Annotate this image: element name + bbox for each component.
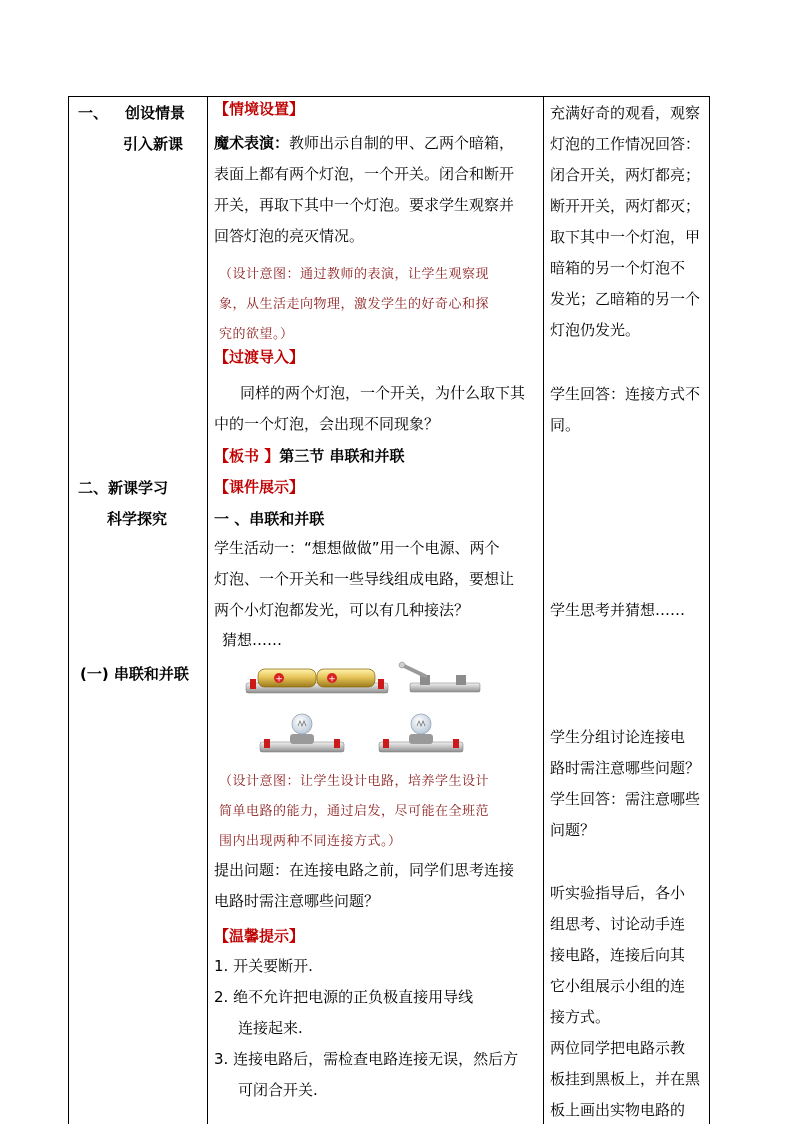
response-line: 学生思考并猜想…… (550, 601, 686, 619)
note-line: （设计意图：让学生设计电路，培养学生设计 (219, 774, 490, 789)
table-left-border (68, 96, 69, 1124)
tip-item: 3. 连接电路后，需检查电路连接无误，然后方 (214, 1050, 519, 1068)
design-note-1 (219, 259, 489, 350)
tip-item: 1. 开关要断开. (214, 957, 313, 975)
magic-label: 魔术表演： (214, 134, 290, 152)
response-line: 灯泡仍发光。 (550, 321, 641, 339)
bulb-holder-icon (258, 712, 346, 754)
guess-text: 猜想…… (222, 631, 283, 649)
note-line: 究的欲望。） (219, 327, 294, 342)
tip-item: 2. 绝不允许把电源的正负极直接用导线 (214, 988, 474, 1006)
table-right-border (709, 96, 710, 1124)
sec1-title: 创设情景 (125, 104, 186, 122)
bulb-holder-icon (377, 712, 465, 754)
response-line: 取下其中一个灯泡，甲 (550, 228, 701, 246)
response-line: 充满好奇的观看，观察 (550, 104, 701, 122)
magic-line: 教师出示自制的甲、乙两个暗箱， (289, 134, 515, 152)
board-label: 【板书 】 (214, 447, 280, 465)
note-line: 象，从生活走向物理，激发学生的好奇心和探 (219, 297, 490, 312)
transition-heading: 【过渡导入】 (214, 348, 305, 366)
transition-paragraph (214, 378, 525, 440)
response-line: 板挂到黑板上，并在黑 (550, 1070, 701, 1088)
magic-line: 回答灯泡的亮灭情况。 (214, 227, 365, 245)
activity-line: 灯泡、一个开关和一些导线组成电路，要想让 (214, 570, 515, 588)
response-line: 同。 (550, 416, 581, 434)
response-line: 问题？ (550, 821, 596, 839)
response-line: 发光；乙暗箱的另一个 (550, 290, 701, 308)
svg-text:+: + (275, 674, 283, 685)
tips-list (214, 951, 518, 1106)
response-block-4 (550, 722, 700, 846)
note-line: 简单电路的能力，通过启发，尽可能在全班范 (219, 804, 490, 819)
response-line: 听实验指导后，各小 (550, 884, 686, 902)
response-line: 它小组展示小组的连 (550, 977, 686, 995)
response-line: 暗箱的另一个灯泡不 (550, 259, 686, 277)
switch-icon (398, 657, 482, 695)
tips-heading: 【温馨提示】 (214, 927, 305, 945)
note-line: 围内出现两种不同连接方式。） (219, 834, 402, 849)
sec1-num: 一、 (78, 104, 109, 122)
courseware-heading: 【课件展示】 (214, 478, 305, 496)
tip-item: 连接起来. (238, 1019, 303, 1037)
response-block-3 (550, 595, 685, 626)
response-line: 接电路，连接后向其 (550, 946, 686, 964)
magic-line: 表面上都有两个灯泡，一个开关。闭合和断开 (214, 165, 515, 183)
response-line: 板上画出实物电路的 (550, 1101, 686, 1119)
response-block-2 (550, 379, 700, 441)
question-paragraph (214, 855, 514, 917)
activity-line: 两个小灯泡都发光，可以有几种接法？ (214, 601, 470, 619)
response-line: 灯泡的工作情况回答： (550, 135, 701, 153)
magic-paragraph (214, 128, 514, 252)
transition-line: 中的一个灯泡，会出现不同现象？ (214, 415, 440, 433)
board-text: 第三节 串联和并联 (279, 447, 405, 465)
response-line: 学生回答：需注意哪些 (550, 790, 701, 808)
response-line: 断开开关，两灯都灭； (550, 197, 701, 215)
battery-icon (244, 663, 390, 695)
svg-text:+: + (328, 674, 336, 685)
response-line: 接方式。 (550, 1008, 611, 1026)
design-note-2 (219, 767, 489, 857)
board-line (214, 446, 404, 466)
response-line: 闭合开关，两灯都亮； (550, 166, 701, 184)
activity-paragraph (214, 533, 514, 626)
sec2-part-title: (一) 串联和并联 (80, 665, 189, 683)
column-divider-2 (543, 96, 544, 1124)
question-line: 提出问题：在连接电路之前，同学们思考连接 (214, 861, 515, 879)
transition-line: 同样的两个灯泡，一个开关，为什么取下其 (240, 384, 526, 402)
response-line: 两位同学把电路示教 (550, 1039, 686, 1057)
column-divider-1 (207, 96, 208, 1124)
sec2-subtitle: 科学探究 (107, 510, 168, 528)
sec1-subtitle: 引入新课 (123, 135, 184, 153)
sec2-title: 二、新课学习 (78, 479, 169, 497)
section-heading: 一 、串联和并联 (214, 510, 325, 528)
response-line: 学生分组讨论连接电 (550, 728, 686, 746)
question-line: 电路时需注意哪些问题？ (214, 892, 380, 910)
tip-item: 可闭合开关. (238, 1081, 318, 1099)
response-block-5 (550, 878, 700, 1126)
note-line: （设计意图：通过教师的表演，让学生观察现 (219, 267, 490, 282)
activity-line: 学生活动一：“想想做做”用一个电源、两个 (214, 539, 500, 557)
magic-line: 开关，再取下其中一个灯泡。要求学生观察并 (214, 196, 515, 214)
response-line: 路时需注意哪些问题？ (550, 759, 701, 777)
situation-heading: 【情境设置】 (214, 100, 305, 118)
response-block-1 (550, 98, 700, 346)
response-line: 组思考、讨论动手连 (550, 915, 686, 933)
table-top-border (68, 96, 710, 97)
response-line: 学生回答：连接方式不 (550, 385, 701, 403)
